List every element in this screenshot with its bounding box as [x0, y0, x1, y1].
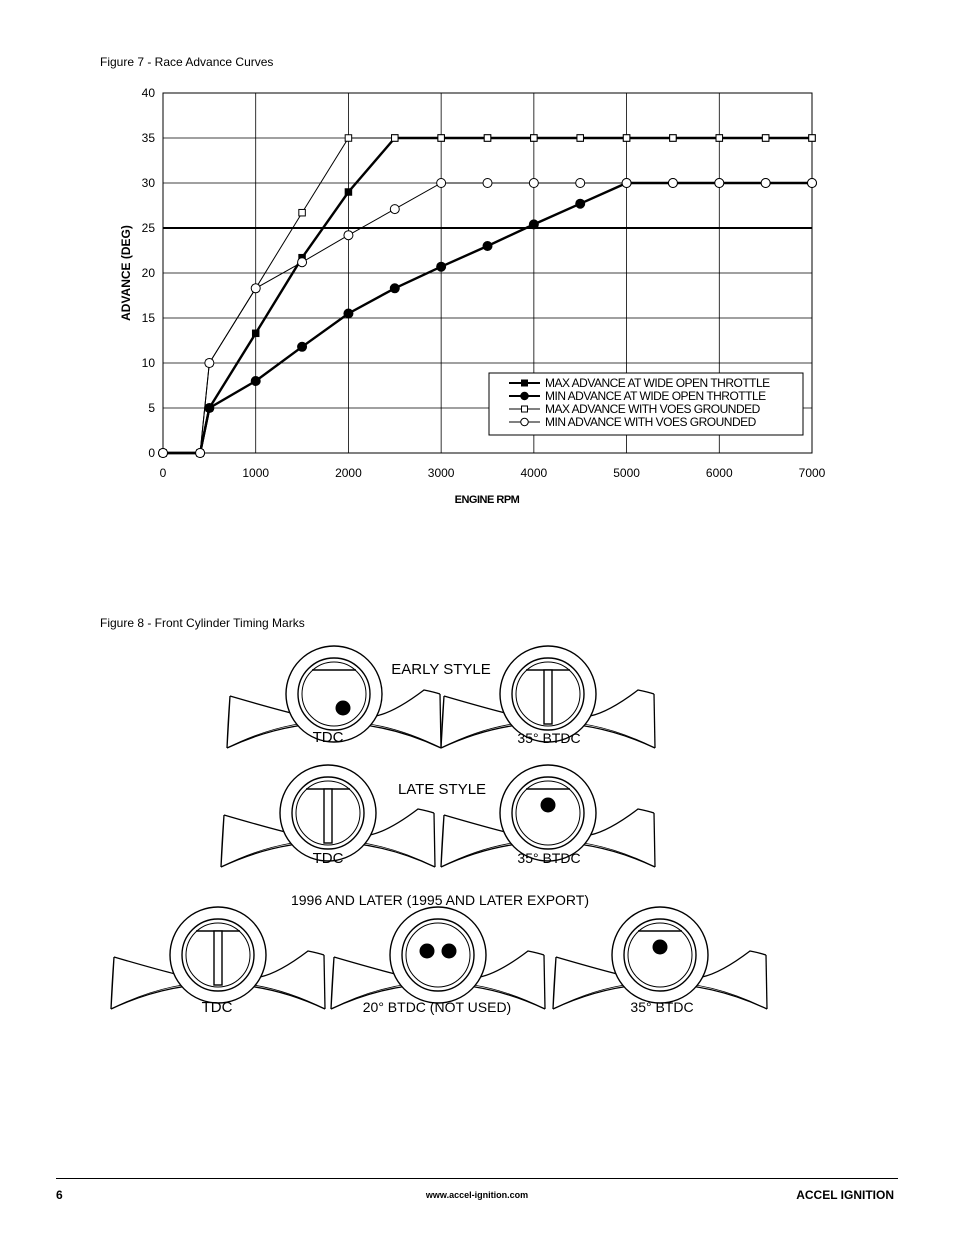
y-tick-label: 15: [141, 311, 155, 325]
y-tick-label: 0: [148, 446, 155, 460]
figure-8-caption: Figure 8 - Front Cylinder Timing Marks: [100, 616, 305, 630]
y-tick-label: 35: [141, 131, 155, 145]
x-tick-label: 3000: [427, 466, 455, 480]
new-35-mark: [553, 907, 767, 1009]
y-tick-label: 5: [148, 401, 155, 415]
timing-dot: [541, 798, 556, 813]
late-tdc-label: TDC: [312, 850, 344, 867]
bar-notch: [324, 789, 332, 843]
y-axis-label: ADVANCE (DEG): [119, 225, 133, 321]
legend-entry: MAX ADVANCE WITH VOES GROUNDED: [545, 402, 760, 416]
y-tick-label: 40: [141, 86, 155, 100]
figure-7-caption: Figure 7 - Race Advance Curves: [100, 55, 274, 69]
timing-dot: [420, 944, 435, 959]
x-tick-label: 0: [159, 466, 167, 480]
x-tick-label: 5000: [613, 466, 640, 480]
legend-entry: MIN ADVANCE WITH VOES GROUNDED: [545, 415, 756, 429]
early-tdc-label: TDC: [312, 729, 344, 746]
cover-housing: [331, 907, 545, 1009]
timing-dot: [336, 701, 351, 716]
x-tick-label: 4000: [520, 466, 548, 480]
bar-notch: [214, 931, 222, 985]
late-35-label: 35° BTDC: [517, 850, 581, 866]
legend-entry: MAX ADVANCE AT WIDE OPEN THROTTLE: [545, 376, 770, 390]
bar-notch: [544, 670, 552, 724]
y-tick-label: 10: [141, 356, 155, 370]
new-20-label: 20° BTDC (NOT USED): [362, 999, 512, 1015]
footer-url-link[interactable]: www.accel-ignition.com: [425, 1190, 529, 1200]
timing-dot: [442, 944, 457, 959]
early-style-title: EARLY STYLE: [391, 661, 491, 678]
new-35-label: 35° BTDC: [630, 999, 694, 1015]
late-style-title: LATE STYLE: [397, 781, 487, 798]
footer-divider: [56, 1178, 898, 1179]
1996-later-title: 1996 AND LATER (1995 AND LATER EXPORT): [290, 892, 590, 908]
x-tick-label: 1000: [242, 466, 270, 480]
y-tick-label: 25: [141, 221, 155, 235]
x-tick-label: 7000: [798, 466, 826, 480]
timing-diagrams: [111, 646, 767, 1009]
early-35-label: 35° BTDC: [517, 730, 581, 746]
new-tdc-label: TDC: [201, 999, 233, 1016]
footer-brand: ACCEL IGNITION: [796, 1188, 894, 1202]
y-tick-label: 30: [141, 176, 155, 190]
page-number: 6: [56, 1188, 63, 1202]
y-tick-label: 20: [141, 266, 155, 280]
legend-entry: MIN ADVANCE AT WIDE OPEN THROTTLE: [545, 389, 766, 403]
timing-dot: [653, 940, 668, 955]
x-axis-label: ENGINE RPM: [454, 494, 520, 506]
x-tick-label: 6000: [705, 466, 733, 480]
x-tick-label: 2000: [335, 466, 362, 480]
cover-housing: [553, 907, 767, 1009]
new-tdc-mark: [111, 907, 325, 1009]
new-20-mark: [331, 907, 545, 1009]
